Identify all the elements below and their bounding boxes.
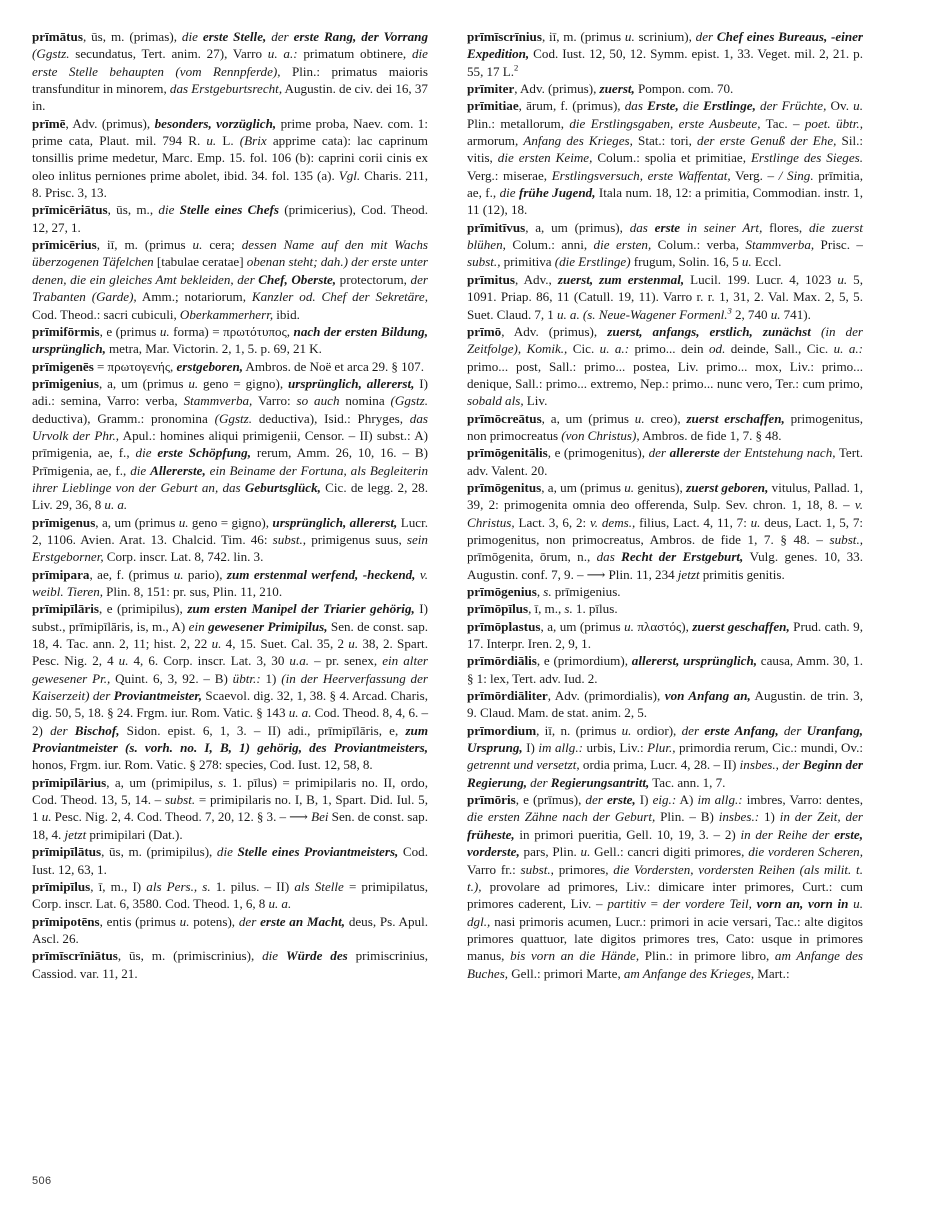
column-left: [32, 28, 428, 982]
dictionary-entry: prīmōplastus, a, um (primus u. πλαστός), zuerst geschaffen, Prud. cath. 9, 17. Interpr. Iren. 2, 9, 1.: [467, 618, 863, 652]
dictionary-entry: prīmigenus, a, um (primus u. geno = gigno), ursprünglich, allererst, Lucr. 2, 1106. Avien. Arat. 13. Chalcid. Tim. 46: subst., primigenus suus, sein Erstgeborner, Corp. inscr. Lat. 8, 742. lin. 3.: [32, 514, 428, 565]
two-column-layout: [32, 28, 903, 1160]
dictionary-entry: prīmitīvus, a, um (primus), das erste in seiner Art, flores, die zuerst blühen, Colum.: anni, die ersten, Colum.: verba, Stammverba, Prisc. – subst., primitiva (die Erstlinge) frugum, Solin. 16, 5 u. Eccl.: [467, 219, 863, 270]
dictionary-entry: prīmicēriātus, ūs, m., die Stelle eines Chefs (primicerius), Cod. Theod. 12, 27, 1.: [32, 202, 429, 235]
dictionary-entry: prīmitiae, ārum, f. (primus), das Erste, die Erstlinge, der Früchte, Ov. u. Plin.: metallorum, die Erstlingsgaben, erste Ausbeute, Tac. – poet. übtr., armorum, Anfang des Krieges, Stat.: tori, der erste Genuß der Ehe, Sil.: vitis, die ersten Keime, Colum.: spolia et primitiae, Erstlinge des Sieges. Verg.: miserae, Erstlingsversuch, erste Waffentat, Verg. – / Sing. prīmitia, ae, f., die frühe Jugend, Itala num. 18, 12: a primitia, Commodian. instr. 1, 11 (12), 18.: [467, 98, 864, 218]
dictionary-entry: prīmitus, Adv., zuerst, zum erstenmal, Lucil. 199. Lucr. 4, 1023 u. 5, 1091. Priap. 86, 11 (Catull. 19, 11). Varro r. r. 1, 31, 2. Val. Max. 2, 5, 5. Suet. Claud. 7, 1 u. a. (s. Neue-Wagener Formenl.$^3$ 2, 740 u. 741).: [467, 271, 863, 322]
dictionary-entry: prīmigenēs = πρωτογενής, erstgeboren, Ambros. de Noë et arca 29. § 107.: [32, 358, 424, 374]
column-right: [467, 28, 863, 982]
dictionary-entry: prīmōgenitus, a, um (primus u. genitus), zuerst geboren, vitulus, Pallad. 1, 39, 2: primogenita omnia deo offerenda, Sulp. Sev. chron. 1, 18, 8. – v. Christus, Lact. 3, 6, 2: v. dems., filius, Lact. 4, 11, 7: u. deus, Lact. 1, 5, 7: primogenitus, non primocreatus, Ambros. de fide 1, 7. § 48. – subst., prīmōgenita, ōrum, n., das Recht der Erstgeburt, Vulg. genes. 10, 33. Augustin. conf. 7, 9. – ⟶ Plin. 11, 234 jetzt primitis genitis.: [467, 479, 863, 582]
dictionary-entry: prīmōrdiālis, e (primordium), allererst, ursprünglich, causa, Amm. 30, 1. § 1: lex, Tert. adv. Iud. 2.: [467, 653, 863, 686]
dictionary-entry: prīmifōrmis, e (primus u. forma) = πρωτότυπος, nach der ersten Bildung, ursprünglich, metra, Mar. Victorin. 2, 1, 5. p. 69, 21 K.: [32, 323, 428, 357]
dictionary-entry: prīmipīlāris, e (primipilus), zum ersten Manipel der Triarier gehörig, I) subst., prīmipīlāris, is, m., A) ein gewesener Primipilus, Sen. de const. sap. 18, 4. Tac. ann. 2, 11; hist. 2, 22 u. 4, 15. Suet. Cal. 35, 2 u. 38, 2. Spart. Pesc. Nig. 2, 4 u. 4, 6. Corp. inscr. Lat. 3, 30 u.a. – pr. senex, ein alter gewesener Pr., Quint. 6, 3, 92. – B) übtr.: 1) (in der Heerverfassung der Kaiserzeit) der Proviantmeister, Scaevol. dig. 32, 1, 38. § 4. Arcad. Charis, dig. 50, 5, 18. § 24. Frgm. iur. Rom. Vatic. § 143 u. a. Cod. Theod. 8, 4, 6. – 2) der Bischof, Sidon. epist. 6, 1, 3. – II) adi., prīmipīlāris, e, zum Proviantmeister (s. vorh. no. I, B, 1) gehörig, des Proviantmeisters, honos, Frgm. iur. Rom. Vatic. § 278: species, Cod. Iust. 12, 58, 8.: [32, 601, 429, 773]
dictionary-entry: prīmō, Adv. (primus), zuerst, anfangs, erstlich, zunächst (in der Zeitfolge), Komik., Cic. u. a.: primo... dein od. deinde, Sall., Cic. u. a.: primo... post, Sall.: primo... postea, Liv. primo... mox, Liv.: primo... denique, Sall.: primo... extremo, Nep.: primo... nunc vero, Ter.: cum primo, sobald als, Liv.: [467, 323, 863, 409]
dictionary-entry: prīmipīlus, ī, m., I) als Pers., s. 1. pilus. – II) als Stelle = primipilatus, Corp. inscr. Lat. 6, 3580. Cod. Theod. 1, 6, 8 u. a.: [32, 878, 428, 912]
dictionary-entry: prīmipotēns, entis (primus u. potens), der erste an Macht, deus, Ps. Apul. Ascl. 26.: [32, 913, 428, 946]
dictionary-entry: prīmīscrīniātus, ūs, m. (primiscrinius), die Würde des primiscrinius, Cassiod. var. 11, 21.: [32, 948, 428, 981]
dictionary-entry: prīmē, Adv. (primus), besonders, vorzüglich, prime proba, Naev. com. 1: prime cata, Plaut. mil. 794 R. u. L. (Brix apprime cata): lac caprinum tonsillis prime medetur, Marc. Emp. 15. fol. 106 (b): caprini corii cinis ex oleo inlitus perniones prime abolet, ibid. 34. fol. 135 (a). Vgl. Charis. 211, 8. Prisc. 3, 13.: [32, 115, 428, 201]
dictionary-entry: prīmōris, e (prīmus), der erste, I) eig.: A) im allg.: imbres, Varro: dentes, die ersten Zähne nach der Geburt, Plin. – B) insbes.: 1) in der Zeit, der früheste, in primori pueritia, Gell. 10, 19, 3. – 2) in der Reihe der erste, vorderste, pars, Plin. u. Gell.: cancri digiti primores, die vorderen Scheren, Varro fr.: subst., primores, die Vordersten, vordersten Reihen (als milit. t. t.), provolare ad primores, Liv.: dimicare inter primores, Curt.: cum primores caderent, Liv. – partitiv = der vordere Teil, vorn an, vorn in u. dgl., nasi primoris acumen, Lucr.: primori in acie versari, Tac.: alte digitos primores quattuor, late digitos primores tres, Cato: usque in primores manus, bis vorn an die Hände, Plin.: in primore libro, am Anfange des Buches, Gell.: primori Marte, am Anfange des Krieges, Mart.:: [467, 792, 864, 981]
dictionary-entry: prīmōgenitālis, e (primogenitus), der allererste der Entstehung nach, Tert. adv. Valent. 20.: [467, 445, 864, 478]
dictionary-entry: prīmipīlātus, ūs, m. (primipilus), die Stelle eines Proviantmeisters, Cod. Iust. 12, 63, 1.: [32, 844, 429, 877]
dictionary-entry: prīmicērius, iī, m. (primus u. cera; dessen Name auf den mit Wachs überzogenen Täfelchen [tabulae ceratae] obenan steht; dah.) der erste unter denen, die ein gleiches Amt bekleiden, der Chef, Oberste, protectorum, der Trabanten (Garde), Amm.; notariorum, Kanzler od. Chef der Sekretäre, Cod. Theod.: sacri cubiculi, Oberkammerherr, ibid.: [32, 237, 429, 322]
dictionary-entry: prīmōgenius, s. prīmigenius.: [467, 584, 621, 599]
dictionary-entry: prīmōpīlus, ī, m., s. 1. pīlus.: [467, 601, 618, 617]
page-number: 506: [32, 1175, 52, 1187]
dictionary-entry: prīmōrdiāliter, Adv. (primordialis), von Anfang an, Augustin. de trin. 3, 9. Claud. Mam. de stat. anim. 2, 5.: [467, 688, 863, 721]
dictionary-entry: prīmipīlārius, a, um (primipilus, s. 1. pīlus) = primipilaris no. II, ordo, Cod. Theod. 13, 5, 14. – subst. = primipilaris no. I, B, 1, Spart. Did. Iul. 5, 1 u. Pesc. Nig. 2, 4. Cod. Theod. 7, 20, 12. § 3. – ⟶ Bei Sen. de const. sap. 18, 4. jetzt primipilari (Dat.).: [32, 774, 429, 842]
dictionary-entry: prīmipara, ae, f. (primus u. pario), zum erstenmal werfend, -heckend, v. weibl. Tieren, Plin. 8, 151: pr. sus, Plin. 11, 210.: [32, 566, 428, 599]
dictionary-entry: prīmordium, iī, n. (primus u. ordior), der erste Anfang, der Uranfang, Ursprung, I) im allg.: urbis, Liv.: Plur., primordia rerum, Cic.: mundi, Ov.: getrennt und versetzt, ordia prima, Lucr. 4, 28. – II) insbes., der Beginn der Regierung, der Regierungsantritt, Tac. ann. 1, 7.: [467, 722, 864, 790]
dictionary-entry: prīmōcreātus, a, um (primus u. creo), zuerst erschaffen, primogenitus, non primocreatus (von Christus), Ambros. de fide 1, 7. § 48.: [467, 410, 863, 443]
dictionary-entry: prīmigenius, a, um (primus u. geno = gigno), ursprünglich, allererst, I) adi.: semina, Varro: verba, Stammverba, Varro: so auch nomina (Ggstz. deductiva), Gramm.: pronomina (Ggstz. deductiva), Isid.: Phryges, das Urvolk der Phr., Apul.: homines aliqui primigenii, Censor. – II) subst.: A) prīmigenia, ae, f., die erste Schöpfung, rerum, Amm. 26, 10, 16. – B) Prīmigenia, ae, f., die Allererste, ein Beiname der Fortuna, als Begleiterin ihrer Lieblinge von der Geburt an, das Geburtsglück, Cic. de legg. 2, 28. Liv. 29, 36, 8 u. a.: [32, 375, 429, 513]
dictionary-entry: prīmīscrīnius, iī, m. (primus u. scrinium), der Chef eines Bureaus, -einer Expedition, Cod. Iust. 12, 50, 12. Symm. epist. 1, 33. Veget. mil. 2, 21. p. 55, 17 L.$^2$: [467, 29, 864, 79]
dictionary-entry: prīmiter, Adv. (primus), zuerst, Pompon. com. 70.: [467, 81, 734, 97]
dictionary-entry: prīmātus, ūs, m. (primas), die erste Stelle, der erste Rang, der Vorrang (Ggstz. secundatus, Tert. anim. 27), Varro u. a.: primatum obtinere, die erste Stelle behaupten (vom Rennpferde), Plin.: primatus maioris transfunditur in minorem, das Erstgeburtsrecht, Augustin. de civ. dei 16, 37 in.: [32, 29, 429, 114]
